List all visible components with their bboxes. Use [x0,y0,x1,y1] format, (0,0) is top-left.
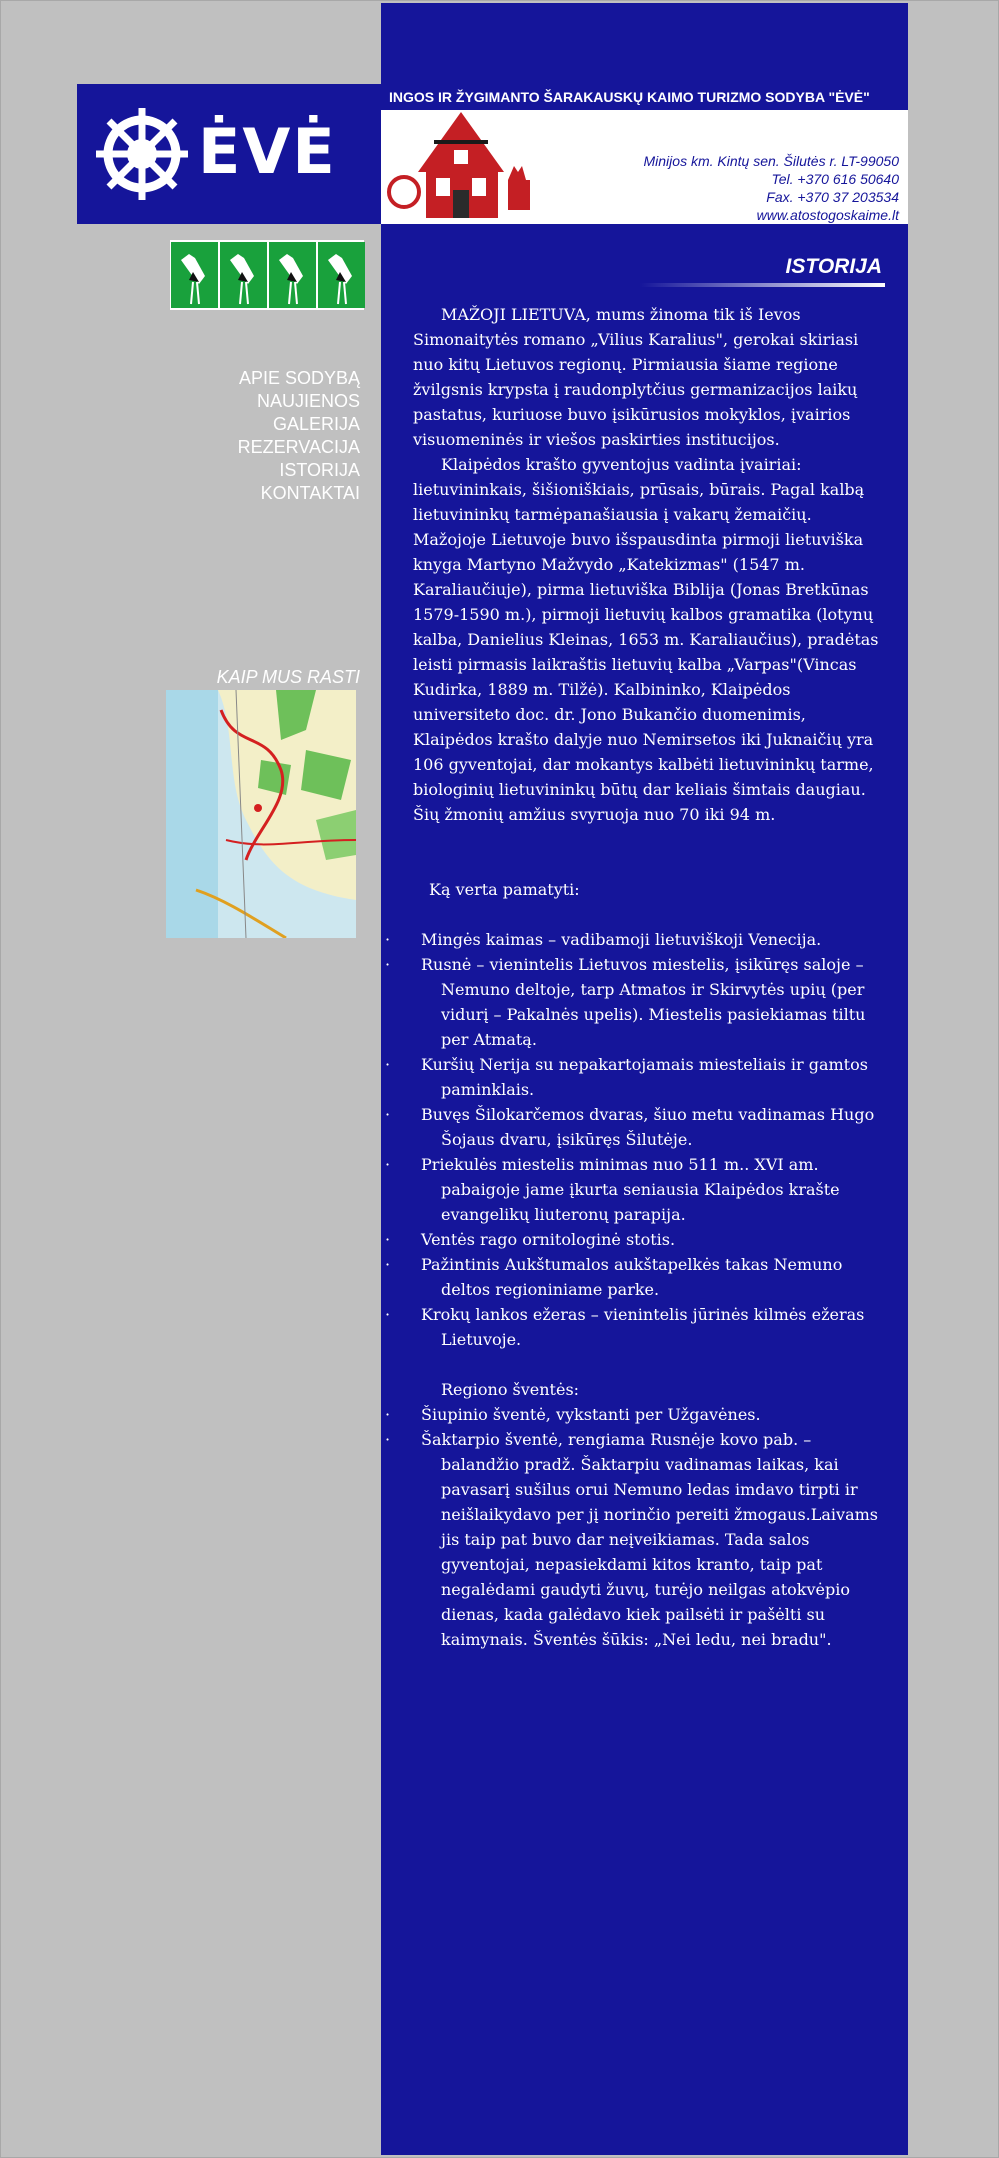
header-title: INGOS IR ŽYGIMANTO ŠARAKAUSKŲ KAIMO TURIZMO SODYBA "ĖVĖ" [381,84,908,110]
nav-kontaktai[interactable]: KONTAKTAI [260,483,360,503]
list-item: · Priekulės miestelis minimas nuo 511 m.. XVI am. pabaigoje jame įkurta seniausia Klaipėdos krašte evangelikų liuteronų parapija. [413,1152,889,1227]
list-item: · Kuršių Nerija su nepakartojamais miesteliais ir gamtos paminklais. [413,1052,889,1102]
article-content [413,302,889,1652]
nav-rezervacija[interactable]: REZERVACIJA [237,437,360,457]
paragraph: MAŽOJI LIETUVA, mums žinoma tik iš Ievos Simonaitytės romano „Vilius Karalius", gerokai skiriasi nuo kitų Lietuvos regionų. Pirmiausia šiame regione žvilgsnis krypsta į raudonplytčius germanizacijos laikų pastatus, kuriuose buvo įsikūrusios mokyklos, įvairios visuomeninės ir viešos paskirties institucijos. [413,305,859,449]
stork-icon [171,242,218,308]
list-item: · Ventės rago ornitologinė stotis. [413,1227,889,1252]
farmhouse-logo-icon [386,110,536,222]
location-map[interactable] [166,690,356,938]
find-us-link[interactable]: KAIP MUS RASTI [216,667,360,687]
fax-text: Fax. +370 37 203534 [766,189,899,205]
stork-icon [269,242,316,308]
wheel-logo-icon [92,104,192,204]
title-underline [640,283,885,287]
nav-naujienos[interactable]: NAUJIENOS [256,391,360,411]
nav-galerija[interactable]: GALERIJA [272,414,360,434]
website-text: www.atostogoskaime.lt [756,207,899,223]
list-item: · Pažintinis Aukštumalos aukštapelkės takas Nemuno deltos regioniniame parke. [413,1252,889,1302]
phone-text: Tel. +370 616 50640 [771,171,899,187]
section-title: ISTORIJA [785,255,882,278]
nav-istorija[interactable]: ISTORIJA [279,460,360,480]
stork-icon [220,242,267,308]
list-item: · Mingės kaimas – vadibamoji lietuviškoji Venecija. [413,927,889,952]
storks-banner [170,240,364,310]
stork-icon [318,242,365,308]
address-text: Minijos km. Kintų sen. Šilutės r. LT-99050 [643,153,899,169]
list-item: · Buvęs Šilokarčemos dvaras, šiuo metu vadinamas Hugo Šojaus dvaru, įsikūręs Šilutėje. [413,1102,889,1152]
list-item: · Šiupinio šventė, vykstanti per Užgavėnes. [413,1402,889,1427]
nav-apie-sodyba[interactable]: APIE SODYBĄ [238,368,360,388]
contact-info [644,152,900,224]
see-heading: Ką verta pamatyti: [429,880,580,899]
paragraph: Klaipėdos krašto gyventojus vadinta įvairiai: lietuvininkais, šišioniškiais, prūsais, būrais. Pagal kalbą lietuvininkų tarmėpanašiausia į vakarų žemaičių. Mažojoje Lietuvoje buvo išspausdinta pirmoji lietuviška knyga Martyno Mažvydo „Katekizmas" (1547 m. Karaliaučiuje), pirma lietuviška Biblija (Jonas Bretkūnas 1579-1590 m.), pirmoji lietuvių kalbos gramatika (lotynų kalba, Danielius Kleinas, 1653 m. Karaliaučius), pradėtas leisti pirmasis laikraštis lietuvių kalba „Varpas"(Vincas Kudirka, 1889 m. Tilžė). Kalbininko, Klaipėdos universiteto doc. dr. Jono Bukančio duomenimis, Klaipėdos krašto dalyje nuo Nemirsetos iki Juknaičių yra 106 gyventojai, dar mokantys kalbėti lietuvininkų tarme, biologinių lietuvininkų būtų dar keliais šimtais daugiau. Šių žmonių amžius svyruoja nuo 70 iki 94 m. [413,455,879,824]
main-nav [160,367,360,505]
logo-text: ĖVĖ [198,115,337,188]
list-item: · Rusnė – vienintelis Lietuvos miestelis, įsikūręs saloje – Nemuno deltoje, tarp Atmatos ir Skirvytės upių (per vidurį – Pakalnės upelis). Miestelis pasiekiamas tiltu per Atmatą. [413,952,889,1052]
list-item: · Krokų lankos ežeras – vienintelis jūrinės kilmės ežeras Lietuvoje. [413,1302,889,1352]
festivals-heading: Regiono šventės: [441,1380,580,1399]
list-item: · Šaktarpio šventė, rengiama Rusnėje kovo pab. – balandžio pradž. Šaktarpiu vadinamas laikas, kai pavasarį sušilus orui Nemuno ledas imdavo tirpti ir neišlaikydavo per jį norinčio pereiti žmogaus.Laivams jis taip pat buvo dar neįveikiamas. Tada salos gyventojai, nepasiekdami kitos kranto, taip pat negalėdami gaudyti žuvų, turėjo neilgas atokvėpio dienas, kada galėdavo kiek pailsėti ir pašėlti su kaimynais. Šventės šūkis: „Nei ledu, nei bradu". [413,1427,889,1652]
